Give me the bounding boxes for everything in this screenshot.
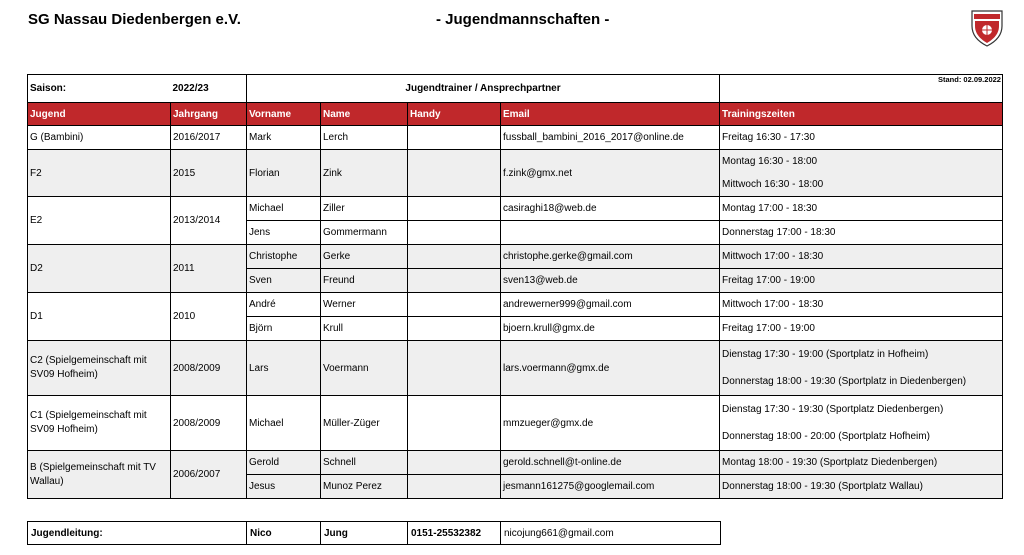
training-time: Montag 17:00 - 18:30 xyxy=(720,197,1003,221)
trainer-vorname: Lars xyxy=(247,341,321,396)
trainer-email[interactable]: fussball_bambini_2016_2017@online.de xyxy=(501,126,720,150)
column-header: Email xyxy=(501,103,720,126)
trainer-vorname: Sven xyxy=(247,269,321,293)
trainer-handy xyxy=(408,221,501,245)
team-jahrgang: 2010 xyxy=(171,293,247,341)
training-time-line: Dienstag 17:30 - 19:30 (Sportplatz Diedenbergen) xyxy=(722,404,944,415)
trainer-name: Müller-Züger xyxy=(321,396,408,451)
training-time-line: Donnerstag 18:00 - 19:30 (Sportplatz in Diedenbergen) xyxy=(722,376,967,387)
trainer-handy xyxy=(408,150,501,197)
trainer-name: Ziller xyxy=(321,197,408,221)
column-headers xyxy=(28,103,1003,126)
training-time-line: Montag 16:30 - 18:00 xyxy=(722,156,818,167)
trainer-vorname: Mark xyxy=(247,126,321,150)
trainer-name: Werner xyxy=(321,293,408,317)
training-time: Freitag 17:00 - 19:00 xyxy=(720,269,1003,293)
season-row xyxy=(28,75,1003,103)
trainer-vorname: Michael xyxy=(247,396,321,451)
trainer-handy xyxy=(408,197,501,221)
table-row xyxy=(28,197,1003,221)
table-row xyxy=(28,126,1003,150)
trainer-email[interactable]: lars.voermann@gmx.de xyxy=(501,341,720,396)
training-time-line: Dienstag 17:30 - 19:00 (Sportplatz in Hofheim) xyxy=(722,349,929,360)
trainer-handy xyxy=(408,269,501,293)
training-time xyxy=(720,150,1003,197)
team-jahrgang: 2013/2014 xyxy=(171,197,247,245)
teams-table xyxy=(27,74,1003,499)
team-jugend: G (Bambini) xyxy=(28,126,171,150)
jugendleitung-table xyxy=(27,521,721,545)
training-time: Freitag 16:30 - 17:30 xyxy=(720,126,1003,150)
training-time-line: Donnerstag 18:00 - 20:00 (Sportplatz Hofheim) xyxy=(722,431,930,442)
team-jugend: B (Spielgemeinschaft mit TV Wallau) xyxy=(28,451,171,499)
column-header: Handy xyxy=(408,103,501,126)
trainer-vorname: Christophe xyxy=(247,245,321,269)
column-header: Jahrgang xyxy=(171,103,247,126)
training-time-line: Mittwoch 16:30 - 18:00 xyxy=(722,179,824,190)
jugendleitung-name: Jung xyxy=(321,522,408,545)
season-value: 2022/23 xyxy=(171,75,247,103)
column-header: Name xyxy=(321,103,408,126)
trainer-email[interactable]: bjoern.krull@gmx.de xyxy=(501,317,720,341)
training-time xyxy=(720,341,1003,396)
trainer-name: Krull xyxy=(321,317,408,341)
trainer-name: Munoz Perez xyxy=(321,475,408,499)
trainer-vorname: Jens xyxy=(247,221,321,245)
table-row xyxy=(28,150,1003,197)
training-time: Mittwoch 17:00 - 18:30 xyxy=(720,293,1003,317)
trainer-handy xyxy=(408,245,501,269)
training-time: Donnerstag 18:00 - 19:30 (Sportplatz Wallau) xyxy=(720,475,1003,499)
training-time: Donnerstag 17:00 - 18:30 xyxy=(720,221,1003,245)
team-jahrgang: 2015 xyxy=(171,150,247,197)
trainer-handy xyxy=(408,341,501,396)
team-jugend: F2 xyxy=(28,150,171,197)
team-jugend: C2 (Spielgemeinschaft mit SV09 Hofheim) xyxy=(28,341,171,396)
trainer-vorname: Michael xyxy=(247,197,321,221)
stand-date: Stand: 02.09.2022 xyxy=(938,75,1001,84)
trainer-handy xyxy=(408,451,501,475)
trainer-vorname: André xyxy=(247,293,321,317)
table-row xyxy=(28,341,1003,396)
trainer-handy xyxy=(408,317,501,341)
trainer-name: Voermann xyxy=(321,341,408,396)
team-jugend: E2 xyxy=(28,197,171,245)
trainer-handy xyxy=(408,475,501,499)
team-jahrgang: 2006/2007 xyxy=(171,451,247,499)
column-header: Vorname xyxy=(247,103,321,126)
trainer-name: Schnell xyxy=(321,451,408,475)
team-jugend: D2 xyxy=(28,245,171,293)
trainer-vorname: Gerold xyxy=(247,451,321,475)
training-time xyxy=(720,396,1003,451)
table-row xyxy=(28,451,1003,475)
page-title: - Jugendmannschaften - xyxy=(436,11,610,28)
trainer-handy xyxy=(408,293,501,317)
trainer-vorname: Björn xyxy=(247,317,321,341)
trainer-email[interactable]: jesmann161275@googlemail.com xyxy=(501,475,720,499)
trainer-vorname: Jesus xyxy=(247,475,321,499)
trainer-email[interactable]: f.zink@gmx.net xyxy=(501,150,720,197)
team-jahrgang: 2008/2009 xyxy=(171,396,247,451)
trainer-email[interactable] xyxy=(501,221,720,245)
trainer-header: Jugendtrainer / Ansprechpartner xyxy=(247,75,720,103)
trainer-name: Gerke xyxy=(321,245,408,269)
trainer-email[interactable]: mmzueger@gmx.de xyxy=(501,396,720,451)
club-name: SG Nassau Diedenbergen e.V. xyxy=(28,11,241,28)
trainer-email[interactable]: christophe.gerke@gmail.com xyxy=(501,245,720,269)
trainer-email[interactable]: andrewerner999@gmail.com xyxy=(501,293,720,317)
table-row xyxy=(28,245,1003,269)
trainer-vorname: Florian xyxy=(247,150,321,197)
column-header: Trainingszeiten xyxy=(720,103,1003,126)
column-header: Jugend xyxy=(28,103,171,126)
team-jahrgang: 2011 xyxy=(171,245,247,293)
trainer-handy xyxy=(408,126,501,150)
jugendleitung-row xyxy=(28,522,721,545)
training-time: Freitag 17:00 - 19:00 xyxy=(720,317,1003,341)
jugendleitung-vorname: Nico xyxy=(247,522,321,545)
training-time: Mittwoch 17:00 - 18:30 xyxy=(720,245,1003,269)
team-jugend: D1 xyxy=(28,293,171,341)
table-row xyxy=(28,293,1003,317)
team-jahrgang: 2016/2017 xyxy=(171,126,247,150)
trainer-name: Gommermann xyxy=(321,221,408,245)
jugendleitung-email[interactable]: nicojung661@gmail.com xyxy=(501,522,721,545)
jugendleitung-label: Jugendleitung: xyxy=(28,522,247,545)
trainer-name: Freund xyxy=(321,269,408,293)
trainer-email[interactable]: casiraghi18@web.de xyxy=(501,197,720,221)
trainer-name: Lerch xyxy=(321,126,408,150)
training-time: Montag 18:00 - 19:30 (Sportplatz Diedenbergen) xyxy=(720,451,1003,475)
trainer-handy xyxy=(408,396,501,451)
trainer-email[interactable]: gerold.schnell@t-online.de xyxy=(501,451,720,475)
team-jugend: C1 (Spielgemeinschaft mit SV09 Hofheim) xyxy=(28,396,171,451)
trainer-name: Zink xyxy=(321,150,408,197)
jugendleitung-handy: 0151-25532382 xyxy=(408,522,501,545)
club-crest-icon xyxy=(969,8,1005,48)
team-jahrgang: 2008/2009 xyxy=(171,341,247,396)
trainer-email[interactable]: sven13@web.de xyxy=(501,269,720,293)
season-label: Saison: xyxy=(28,75,171,103)
table-row xyxy=(28,396,1003,451)
